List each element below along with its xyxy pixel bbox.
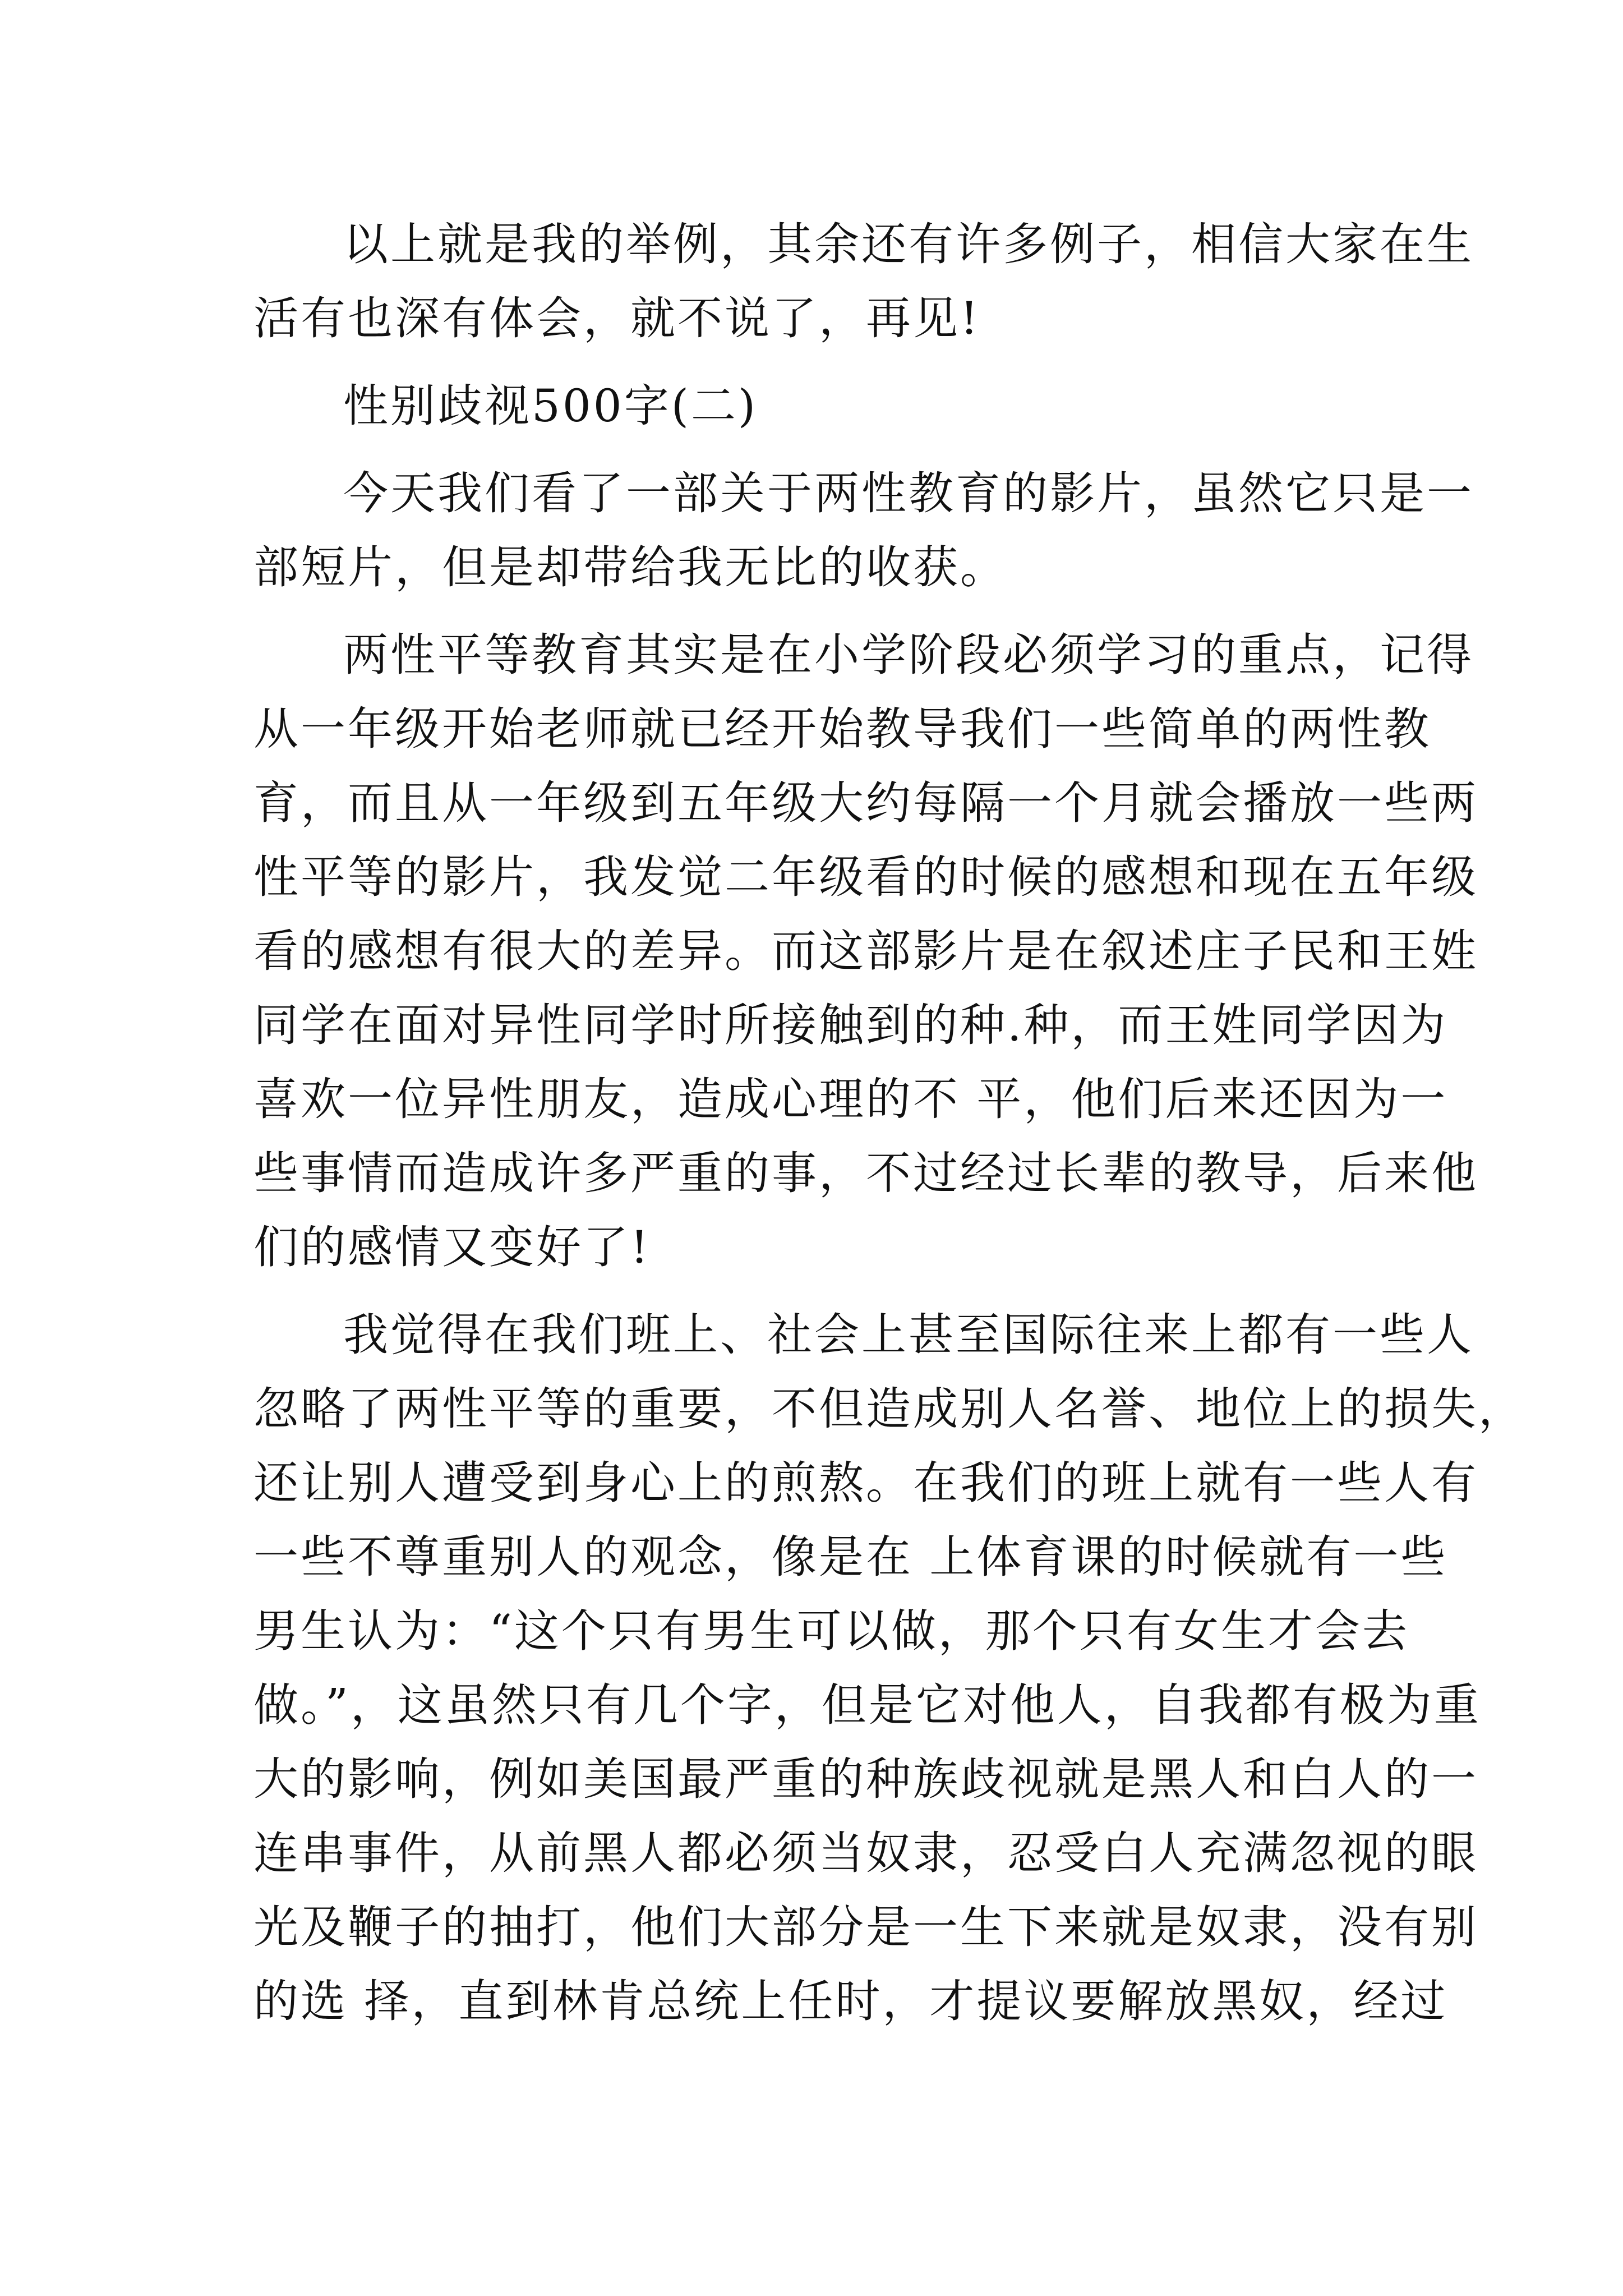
paragraph-line: 性平等的影片，我发觉二年级看的时候的感想和现在五年级 [253, 851, 1478, 903]
paragraph-line: 看的感想有很大的差异。而这部影片是在叙述庄子民和王姓 [253, 925, 1478, 977]
paragraph-line: 喜欢一位异性朋友，造成心理的不 平，他们后来还因为一 [253, 1073, 1448, 1125]
paragraph-gap [253, 1285, 1381, 1298]
paragraph-line: 们的感情又变好了! [253, 1221, 651, 1273]
paragraph-line: 部短片，但是却带给我无比的收获。 [253, 541, 1007, 593]
paragraph-line: 一些不尊重别人的观念，像是在 上体育课的时候就有一些 [253, 1531, 1448, 1583]
paragraph-line: 做。”，这虽然只有几个字，但是它对他人，自我都有极为重 [253, 1679, 1481, 1731]
paragraph-line: 今天我们看了一部关于两性教育的影片，虽然它只是一 [343, 467, 1474, 519]
paragraph-line: 连串事件，从前黑人都必须当奴隶，忍受白人充满忽视的眼 [253, 1827, 1478, 1879]
paragraph-line: 同学在面对异性同学时所接触到的种.种，而王姓同学因为 [253, 999, 1448, 1051]
paragraph-gap [253, 443, 1381, 457]
paragraph-line: 从一年级开始老师就已经开始教导我们一些简单的两性教 [253, 703, 1431, 755]
section-heading: 性别歧视500字(二) [343, 380, 758, 432]
paragraph-line: 光及鞭子的抽打，他们大部分是一生下来就是奴隶，没有别 [253, 1901, 1478, 1953]
paragraph-line: 忽略了两性平等的重要，不但造成别人名誉、地位上的损失， [253, 1383, 1525, 1435]
paragraph-line: 育，而且从一年级到五年级大约每隔一个月就会播放一些两 [253, 777, 1478, 829]
paragraph-line: 以上就是我的举例，其余还有许多例子，相信大家在生 [343, 218, 1474, 270]
paragraph-line: 些事情而造成许多严重的事，不过经过长辈的教导，后来他 [253, 1147, 1478, 1199]
paragraph-line: 我觉得在我们班上、社会上甚至国际往来上都有一些人 [343, 1309, 1474, 1361]
paragraph-line: 还让别人遭受到身心上的煎熬。在我们的班上就有一些人有 [253, 1457, 1478, 1509]
paragraph-line: 大的影响，例如美国最严重的种族歧视就是黑人和白人的一 [253, 1753, 1478, 1805]
paragraph-line: 的选 择，直到林肯总统上任时，才提议要解放黑奴，经过 [253, 1975, 1448, 2027]
paragraph-line: 男生认为：“这个只有男生可以做，那个只有女生才会去 [253, 1605, 1409, 1657]
body-text [253, 208, 1525, 2039]
paragraph-gap [253, 605, 1381, 618]
paragraph-line: 活有也深有体会，就不说了，再见! [253, 292, 981, 344]
paragraph-line: 两性平等教育其实是在小学阶段必须学习的重点，记得 [343, 629, 1474, 681]
paragraph-gap [253, 356, 1381, 369]
